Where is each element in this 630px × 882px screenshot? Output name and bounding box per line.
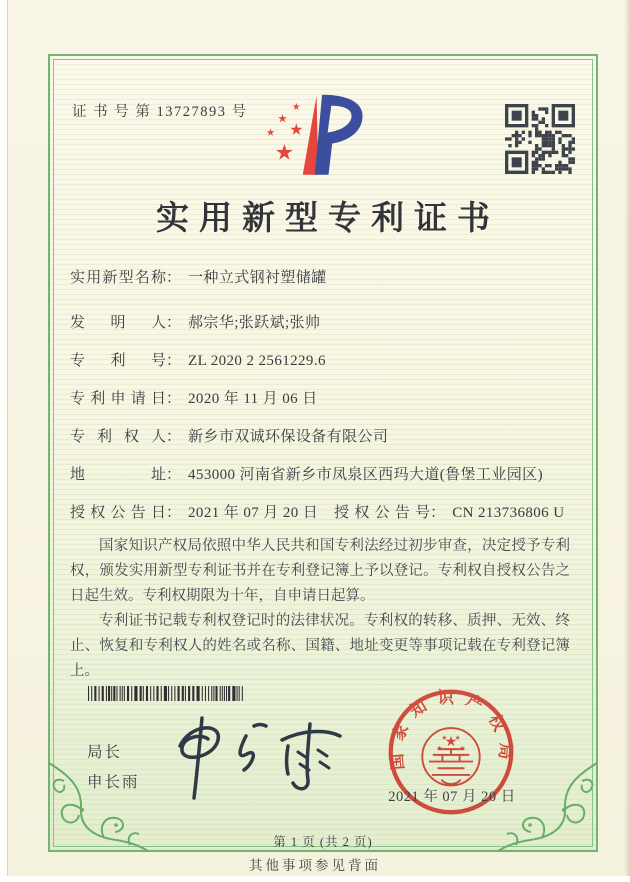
field-value: 453000 河南省新乡市凤泉区西玛大道(鲁堡工业园区) — [188, 467, 543, 483]
field-colon: ： — [430, 505, 446, 521]
field-value: 郝宗华;张跃斌;张帅 — [188, 315, 321, 331]
field-colon: ： — [166, 353, 182, 369]
director-name: 申长雨 — [87, 774, 140, 791]
field-colon: ： — [166, 270, 182, 286]
field-value: CN 213736806 U — [452, 505, 565, 521]
field-value: 新乡市双诚环保设备有限公司 — [188, 429, 389, 445]
field-label: 专利权人 — [70, 429, 166, 445]
field-value: 2021 年 07 月 20 日 — [188, 505, 319, 521]
seal-agency-text: 国家知识产权局 — [387, 689, 515, 771]
corner-flourish-icon — [496, 761, 600, 853]
field-label: 地址 — [70, 467, 166, 483]
patent-office-logo-icon — [254, 92, 392, 184]
field-colon: ： — [166, 429, 182, 445]
page-number: 第 1 页 (共 2 页) — [273, 835, 373, 849]
field-colon: ： — [166, 315, 182, 331]
field-row — [70, 427, 574, 447]
field-row — [70, 503, 574, 523]
seal-date: 2021 年 07 月 20 日 — [388, 789, 516, 805]
field-colon: ： — [166, 467, 182, 483]
national-emblem-icon — [422, 728, 479, 785]
field-colon: ： — [166, 391, 182, 407]
field-row — [70, 389, 574, 409]
field-list — [70, 268, 574, 541]
director-title: 局长 — [87, 744, 123, 761]
legal-paragraph: 专利证书记载专利权登记时的法律状况。专利权的转移、质押、无效、终止、恢复和专利权人的姓名或名称、国籍、地址变更等事项记载在专利登记簿上。 — [70, 613, 570, 679]
field-label: 发明人 — [70, 315, 166, 331]
legal-paragraph: 国家知识产权局依照中华人民共和国专利法经过初步审查，决定授予专利权，颁发实用新型专利证书并在专利登记簿上予以登记。专利权自授权公告之日起生效。专利权期限为十年，自申请日起算。 — [70, 538, 570, 604]
field-row — [70, 465, 574, 485]
field-label: 授权公告日 — [70, 505, 166, 521]
field-row — [70, 268, 574, 288]
certificate-number: 证 书 号 第 13727893 号 — [72, 104, 248, 120]
field-pair — [334, 505, 564, 521]
field-label: 实用新型名称 — [70, 270, 166, 286]
field-label: 授权公告号 — [334, 505, 431, 521]
field-row — [70, 313, 574, 333]
field-label: 专利申请日 — [70, 391, 166, 407]
reverse-side-note: 其他事项参见背面 — [249, 858, 381, 873]
field-colon: ： — [166, 505, 182, 521]
scan-edge-left — [0, 0, 8, 876]
qr-code — [505, 104, 575, 174]
director-signature — [150, 712, 360, 807]
svg-text:国家知识产权局 — [386, 689, 514, 770]
scan-edge-right — [624, 0, 630, 876]
barcode — [88, 686, 246, 701]
corner-flourish-icon — [46, 761, 150, 853]
field-value: 一种立式钢衬塑储罐 — [188, 270, 327, 286]
certificate-border — [48, 54, 598, 852]
field-row — [70, 351, 574, 371]
field-value: 2020 年 11 月 06 日 — [188, 391, 318, 407]
legal-text — [70, 534, 570, 684]
field-value: ZL 2020 2 2561229.6 — [188, 353, 326, 369]
certificate-title: 实用新型专利证书 — [156, 201, 500, 237]
field-label: 专利号 — [70, 353, 166, 369]
